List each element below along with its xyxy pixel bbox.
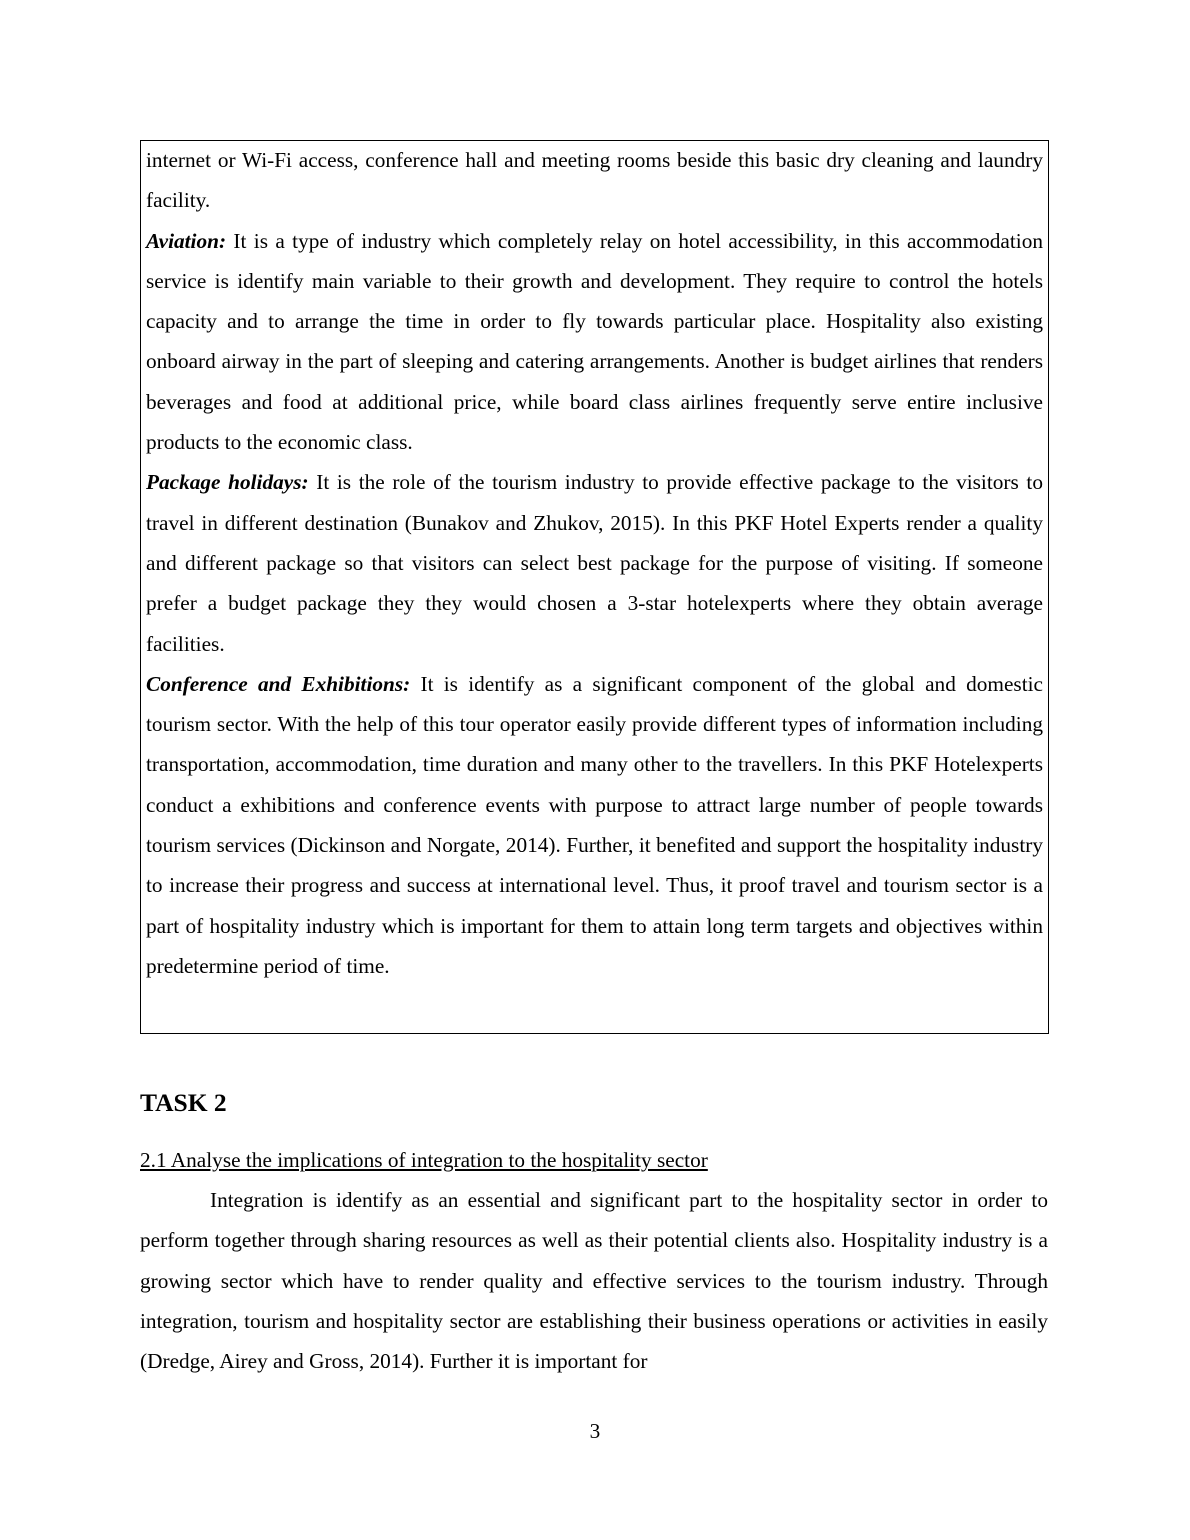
conference-paragraph — [146, 664, 1043, 986]
aviation-term: Aviation: — [146, 228, 227, 253]
conference-term: Conference and Exhibitions: — [146, 671, 411, 696]
integration-paragraph: Integration is identify as an essential and significant part to the hospitality sector in order to perform together through sharing resources as well as their potential clients also. Hospitality industry is a growing sector which have to render quality and effective services to the tourism industry. Through integration, tourism and hospitality sector are establishing their business operations or activities in easily (Dredge, Airey and Gross, 2014). Further it is important for — [140, 1188, 1048, 1374]
aviation-paragraph — [146, 221, 1043, 463]
page-number: 3 — [589, 1419, 601, 1443]
package-holidays-paragraph — [146, 462, 1043, 663]
package-holidays-text: It is the role of the tourism industry to provide effective package to the visitors to travel in different destination (Bunakov and Zhukov, 2015). In this PKF Hotel Experts render a quality and different package so that visitors can select best package for the purpose of visiting. If someone prefer a budget package they they would chosen a 3-star hotelexperts where they obtain average facilities. — [146, 470, 1043, 656]
package-holidays-term: Package holidays: — [146, 470, 309, 495]
aviation-text: It is a type of industry which completely relay on hotel accessibility, in this accommodation service is identify main variable to their growth and development. They require to control the hotels capacity and to arrange the time in order to fly towards particular place. Hospitality also existing onboard airway in the part of sleeping and catering arrangements. Another is budget airlines that renders beverages and food at additional price, while board class airlines frequently serve entire inclusive products to the economic class. — [146, 228, 1043, 455]
conference-text: It is identify as a significant component of the global and domestic tourism sector. With the help of this tour operator easily provide different types of information including transportation, accommodation, time duration and many other to the travellers. In this PKF Hotelexperts conduct a exhibitions and conference events with purpose to attract large number of people towards tourism services (Dickinson and Norgate, 2014). Further, it benefited and support the hospitality industry to increase their progress and success at international level. Thus, it proof travel and tourism sector is a part of hospitality industry which is important for them to attain long term targets and objectives within predetermine period of time. — [146, 671, 1043, 978]
task-heading: TASK 2 — [140, 1088, 227, 1117]
section-subheading: 2.1 Analyse the implications of integration to the hospitality sector — [140, 1148, 708, 1172]
bordered-text-box — [140, 140, 1049, 1034]
intro-paragraph: internet or Wi-Fi access, conference hall and meeting rooms beside this basic dry cleaning and laundry facility. — [146, 148, 1043, 213]
